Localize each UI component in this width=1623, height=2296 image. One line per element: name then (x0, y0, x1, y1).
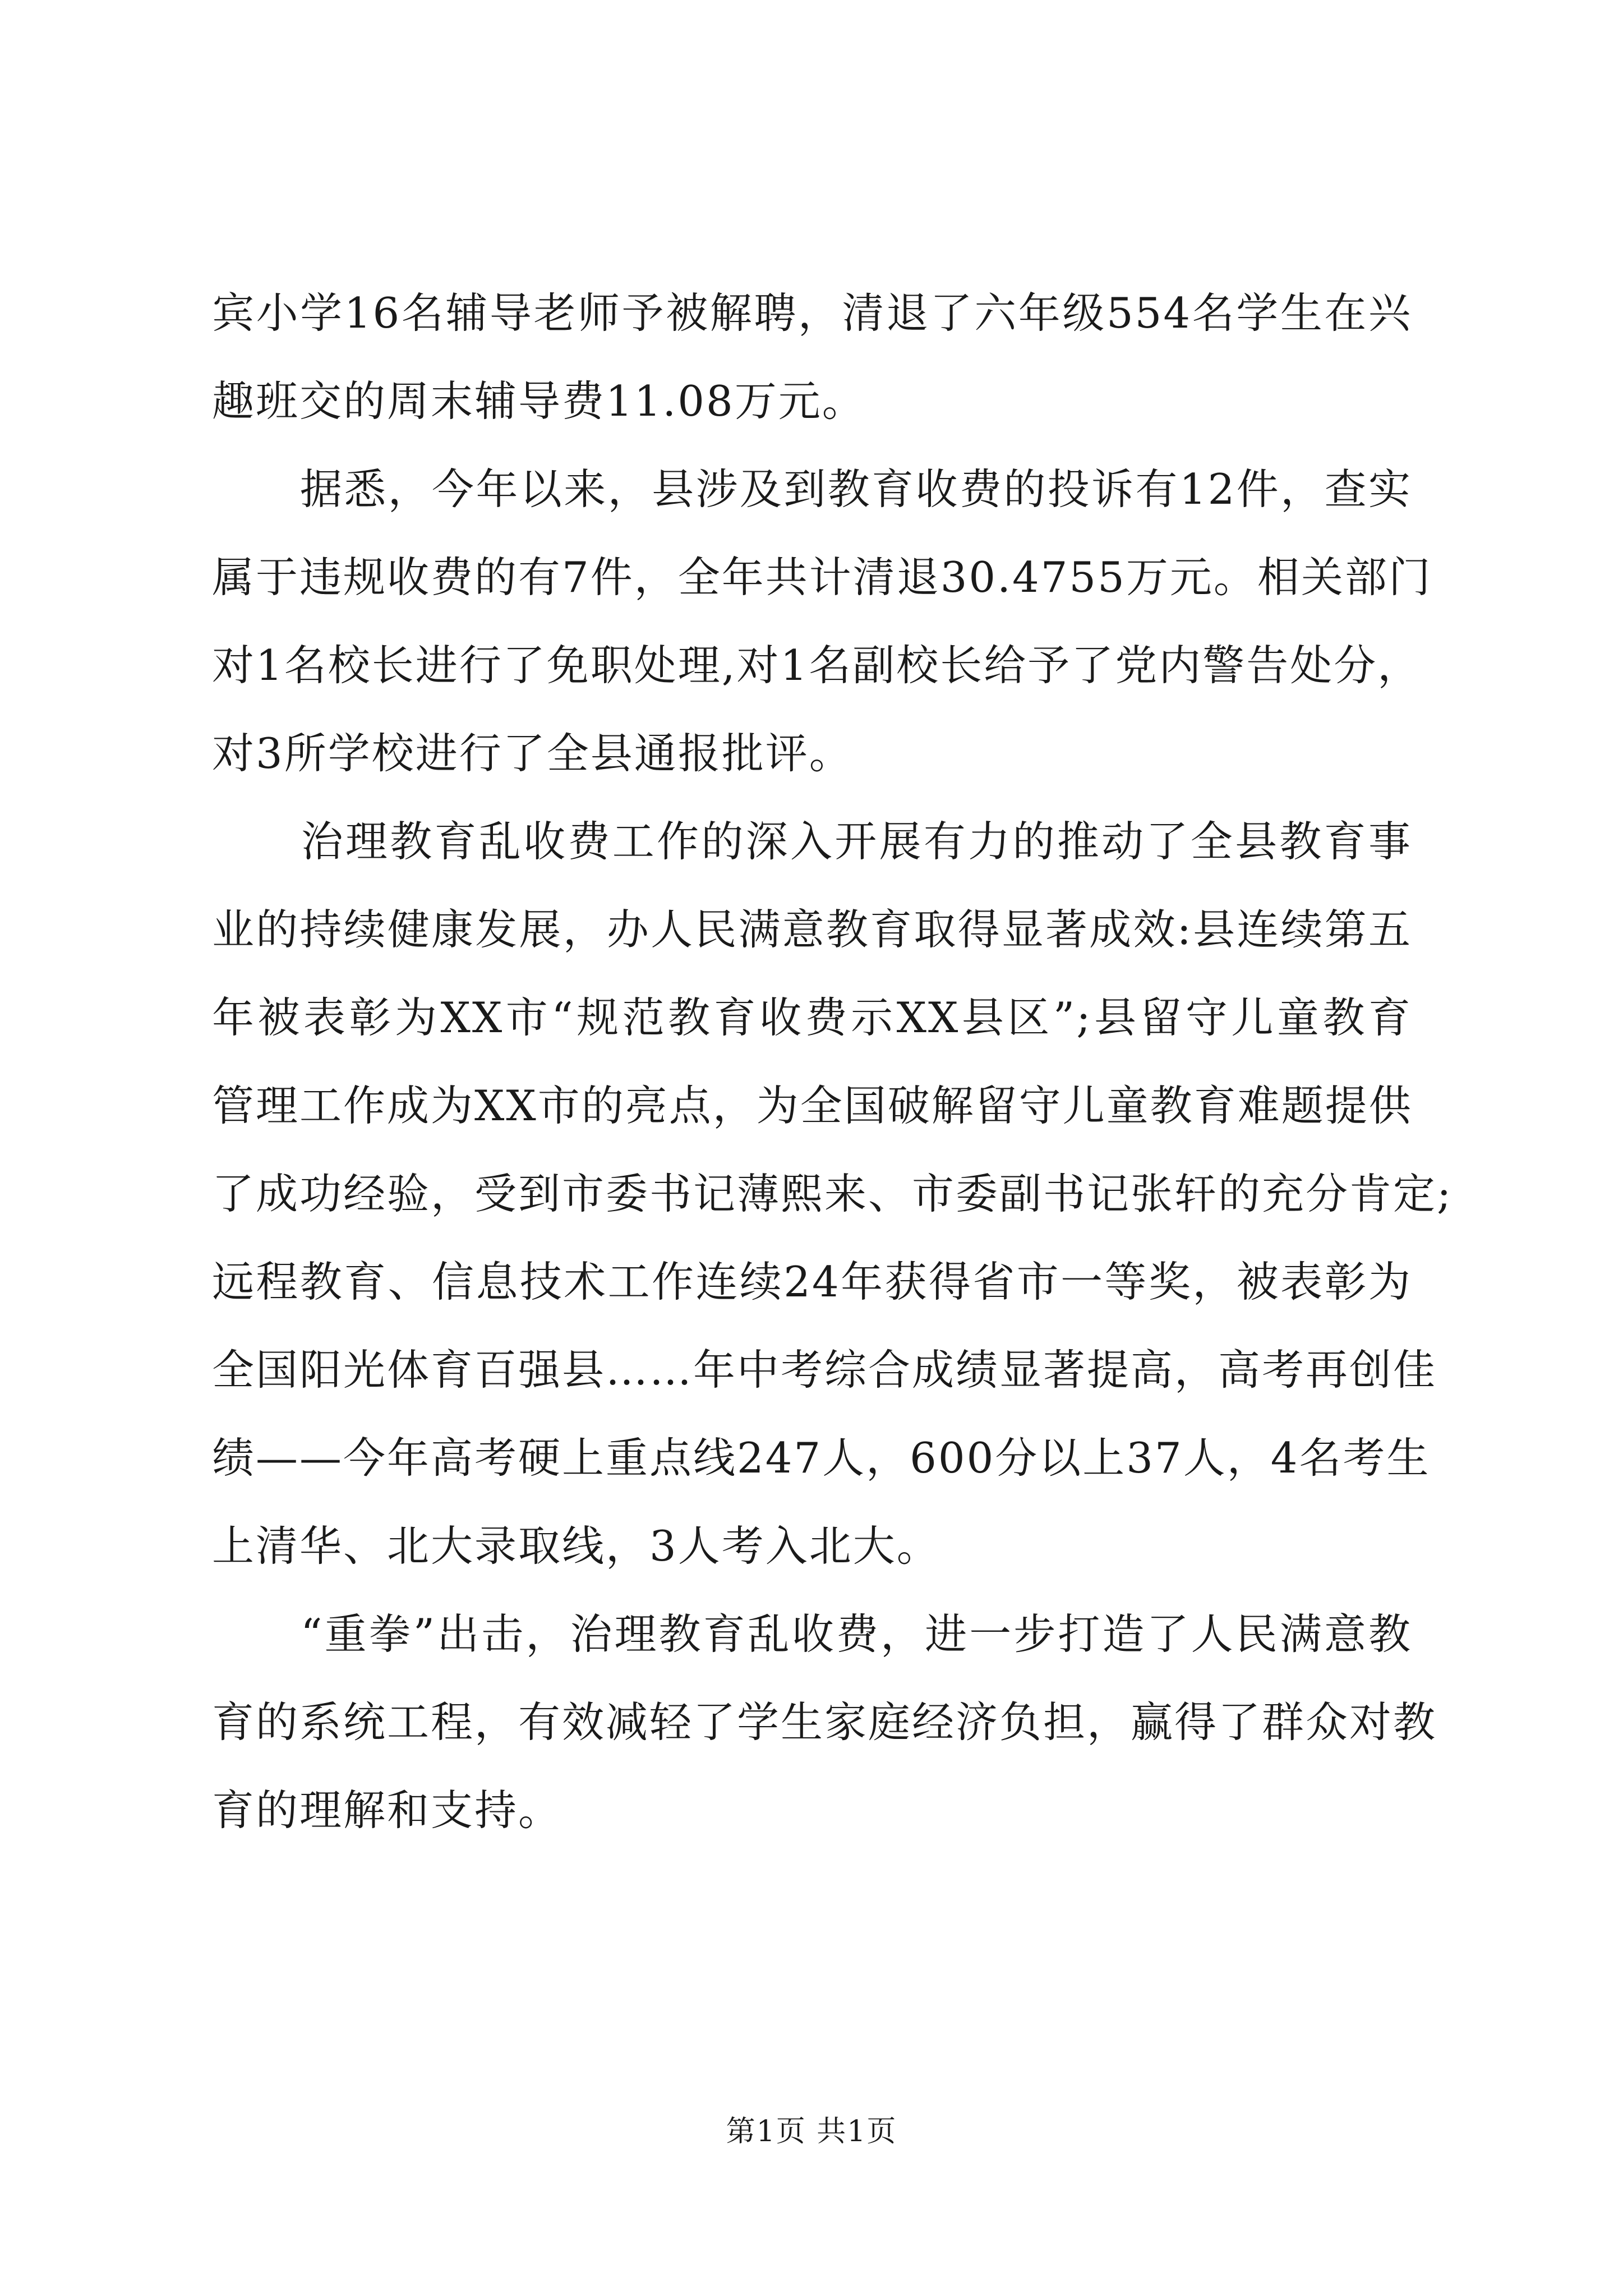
text-line: 绩——今年高考硬上重点线247人，600分以上37人，4名考生 (212, 1433, 1431, 1483)
text-line: 业的持续健康发展，办人民满意教育取得显著成效:县连续第五 (212, 905, 1412, 954)
text-line: 对1名校长进行了免职处理,对1名副校长给予了党内警告处分， (212, 641, 1422, 690)
text-line: 了成功经验，受到市委书记薄熙来、市委副书记张轩的充分肯定; (212, 1169, 1453, 1218)
text-line: 趣班交的周末辅导费11.08万元。 (212, 376, 866, 426)
text-line: “重拳”出击，治理教育乱收费，进一步打造了人民满意教 (212, 1609, 1412, 1659)
text-line: 治理教育乱收费工作的深入开展有力的推动了全县教育事 (212, 817, 1412, 866)
text-line: 对3所学校进行了全县通报批评。 (212, 729, 853, 778)
text-line: 远程教育、信息技术工作连续24年获得省市一等奖，被表彰为 (212, 1257, 1412, 1306)
text-line: 属于违规收费的有7件，全年共计清退30.4755万元。相关部门 (212, 553, 1432, 602)
text-line: 育的系统工程，有效减轻了学生家庭经济负担，赢得了群众对教 (212, 1697, 1437, 1747)
text-line: 宾小学16名辅导老师予被解聘，清退了六年级554名学生在兴 (212, 288, 1412, 338)
text-line: 育的理解和支持。 (212, 1786, 562, 1835)
page-number-footer: 第1页 共1页 (726, 2115, 897, 2148)
text-line: 管理工作成为XX市的亮点，为全国破解留守儿童教育难题提供 (212, 1081, 1413, 1130)
text-line: 据悉，今年以来，县涉及到教育收费的投诉有12件，查实 (212, 464, 1412, 514)
text-line: 年被表彰为XX市“规范教育收费示XX县区”;县留守儿童教育 (212, 993, 1412, 1042)
text-line: 全国阳光体育百强县……年中考综合成绩显著提高，高考再创佳 (212, 1345, 1437, 1395)
text-line: 上清华、北大录取线，3人考入北大。 (212, 1521, 940, 1571)
document-body (212, 269, 1453, 1855)
